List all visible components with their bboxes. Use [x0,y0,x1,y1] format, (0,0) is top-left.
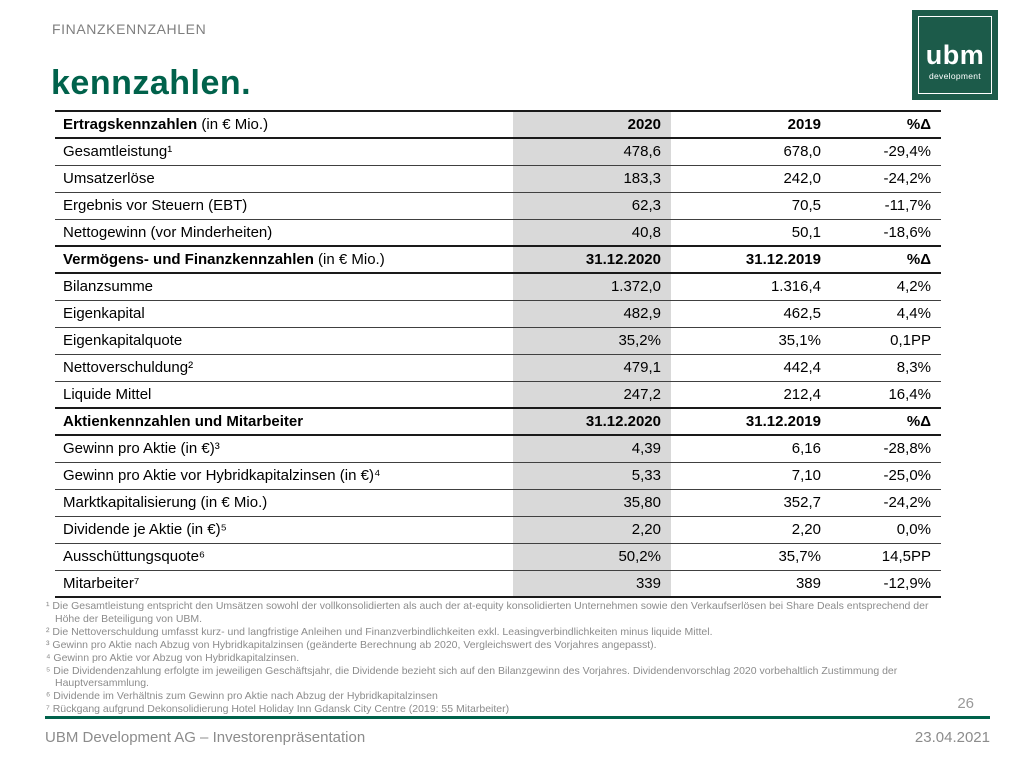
value-2020: 4,39 [513,435,671,462]
value-2019: 7,10 [671,462,831,489]
table-row [55,327,941,354]
table-row [55,543,941,570]
footnote-3: ³ Gewinn pro Aktie nach Abzug von Hybridkapitalzinsen (geänderte Berechnung ab 2020, Vergleichswert des Vorjahres angepasst). [46,638,657,651]
table-row [55,489,941,516]
value-2020: 40,8 [513,219,671,246]
value-delta: 4,4% [831,300,941,327]
metric-label: Mitarbeiter⁷ [55,570,513,597]
table-row [55,516,941,543]
value-2020: 35,80 [513,489,671,516]
value-2019: 678,0 [671,138,831,165]
value-2019: 35,7% [671,543,831,570]
metric-label: Nettogewinn (vor Minderheiten) [55,219,513,246]
table-row [55,570,941,597]
table-row [55,273,941,300]
value-2019: 70,5 [671,192,831,219]
footnote-7: ⁷ Rückgang aufgrund Dekonsolidierung Hotel Holiday Inn Gdansk City Centre (2019: 55 Mitarbeiter) [46,703,510,716]
value-delta: -11,7% [831,192,941,219]
page-number: 26 [957,695,974,712]
value-2019: 6,16 [671,435,831,462]
column-header-2019: 31.12.2019 [671,408,831,435]
table-row [55,300,941,327]
section-header-aktienkennzahlen [55,408,941,435]
metric-label: Dividende je Aktie (in €)⁵ [55,516,513,543]
metric-label: Bilanzsumme [55,273,513,300]
value-2020: 2,20 [513,516,671,543]
metric-label: Marktkapitalisierung (in € Mio.) [55,489,513,516]
metric-label: Ausschüttungsquote⁶ [55,543,513,570]
footer-date: 23.04.2021 [914,729,990,746]
value-2019: 242,0 [671,165,831,192]
table-row [55,354,941,381]
value-delta: -25,0% [831,462,941,489]
value-2020: 478,6 [513,138,671,165]
value-2020: 5,33 [513,462,671,489]
section-title-bold: Aktienkennzahlen und Mitarbeiter [63,413,304,430]
section-title [55,111,513,138]
section-title-bold: Ertragskennzahlen [63,116,198,133]
value-2020: 35,2% [513,327,671,354]
footnote-4: ⁴ Gewinn pro Aktie vor Abzug von Hybridkapitalzinsen. [46,651,300,664]
column-header-delta: %Δ [831,111,941,138]
table-row [55,192,941,219]
table-row [55,381,941,408]
value-2019: 50,1 [671,219,831,246]
column-header-2020: 2020 [513,111,671,138]
value-2020: 183,3 [513,165,671,192]
section-header-finanzkennzahlen [55,246,941,273]
metric-label: Umsatzerlöse [55,165,513,192]
column-header-2020: 31.12.2020 [513,408,671,435]
value-2020: 482,9 [513,300,671,327]
section-title-bold: Vermögens- und Finanzkennzahlen [63,251,314,268]
metric-label: Gewinn pro Aktie vor Hybridkapitalzinsen (in €)⁴ [55,462,513,489]
kpi-table [55,110,941,598]
metric-label: Liquide Mittel [55,381,513,408]
value-delta: -24,2% [831,489,941,516]
footnote-2: ² Die Nettoverschuldung umfasst kurz- und langfristige Anleihen und Finanzverbindlichkeiten exkl. Leasingverbindlichkeiten minus liquide Mittel. [46,625,713,638]
footnote-5: ⁵ Die Dividendenzahlung erfolgte im jeweiligen Geschäftsjahr, die Dividende bezieht sich auf den Bilanzgewinn des Vorjahres. Dividendenvorschlag 2020 vorbehaltlich Zustimmung der Hauptversammlung. [46,664,898,690]
value-delta: -18,6% [831,219,941,246]
ubm-logo [912,10,998,100]
value-delta: -29,4% [831,138,941,165]
table-row [55,138,941,165]
column-header-delta: %Δ [831,246,941,273]
metric-label: Eigenkapital [55,300,513,327]
metric-label: Gesamtleistung¹ [55,138,513,165]
value-2019: 1.316,4 [671,273,831,300]
value-2019: 2,20 [671,516,831,543]
section-title [55,408,513,435]
value-delta: -12,9% [831,570,941,597]
footnote-6: ⁶ Dividende im Verhältnis zum Gewinn pro Aktie nach Abzug der Hybridkapitalzinsen [46,690,438,703]
value-delta: 0,1PP [831,327,941,354]
footer-presentation-title: UBM Development AG – Investorenpräsentation [45,729,366,746]
metric-label: Nettoverschuldung² [55,354,513,381]
section-title-unit: (in € Mio.) [197,116,269,133]
footnote-1: ¹ Die Gesamtleistung entspricht den Umsätzen sowohl der vollkonsolidierten als auch der at-equity konsolidierten Unternehmen sowie den Verkaufserlösen bei Share Deals entsprechend der Höhe der Beteiligung von UBM. [46,600,929,625]
metric-label: Eigenkapitalquote [55,327,513,354]
value-delta: 16,4% [831,381,941,408]
logo-wordmark: ubm [925,40,985,70]
value-delta: 8,3% [831,354,941,381]
section-title [55,246,513,273]
table-row [55,165,941,192]
value-2019: 212,4 [671,381,831,408]
value-2020: 1.372,0 [513,273,671,300]
value-2019: 442,4 [671,354,831,381]
value-delta: 4,2% [831,273,941,300]
footnotes-block [46,600,951,716]
section-title-unit: (in € Mio.) [313,251,385,268]
value-2019: 352,7 [671,489,831,516]
metric-label: Gewinn pro Aktie (in €)³ [55,435,513,462]
value-2020: 339 [513,570,671,597]
value-delta: -28,8% [831,435,941,462]
page-title: kennzahlen. [51,64,252,102]
value-2019: 35,1% [671,327,831,354]
logo-subtitle: development [929,71,981,81]
table-row [55,219,941,246]
column-header-delta: %Δ [831,408,941,435]
slide-eyebrow: FINANZKENNZAHLEN [52,21,207,37]
footer-divider [45,716,990,719]
value-2020: 50,2% [513,543,671,570]
value-2019: 389 [671,570,831,597]
value-delta: 0,0% [831,516,941,543]
value-delta: 14,5PP [831,543,941,570]
column-header-2019: 2019 [671,111,831,138]
section-header-ertragskennzahlen [55,111,941,138]
metric-label: Ergebnis vor Steuern (EBT) [55,192,513,219]
value-2020: 247,2 [513,381,671,408]
table-row [55,435,941,462]
value-delta: -24,2% [831,165,941,192]
table-row [55,462,941,489]
value-2020: 479,1 [513,354,671,381]
column-header-2020: 31.12.2020 [513,246,671,273]
value-2020: 62,3 [513,192,671,219]
column-header-2019: 31.12.2019 [671,246,831,273]
value-2019: 462,5 [671,300,831,327]
